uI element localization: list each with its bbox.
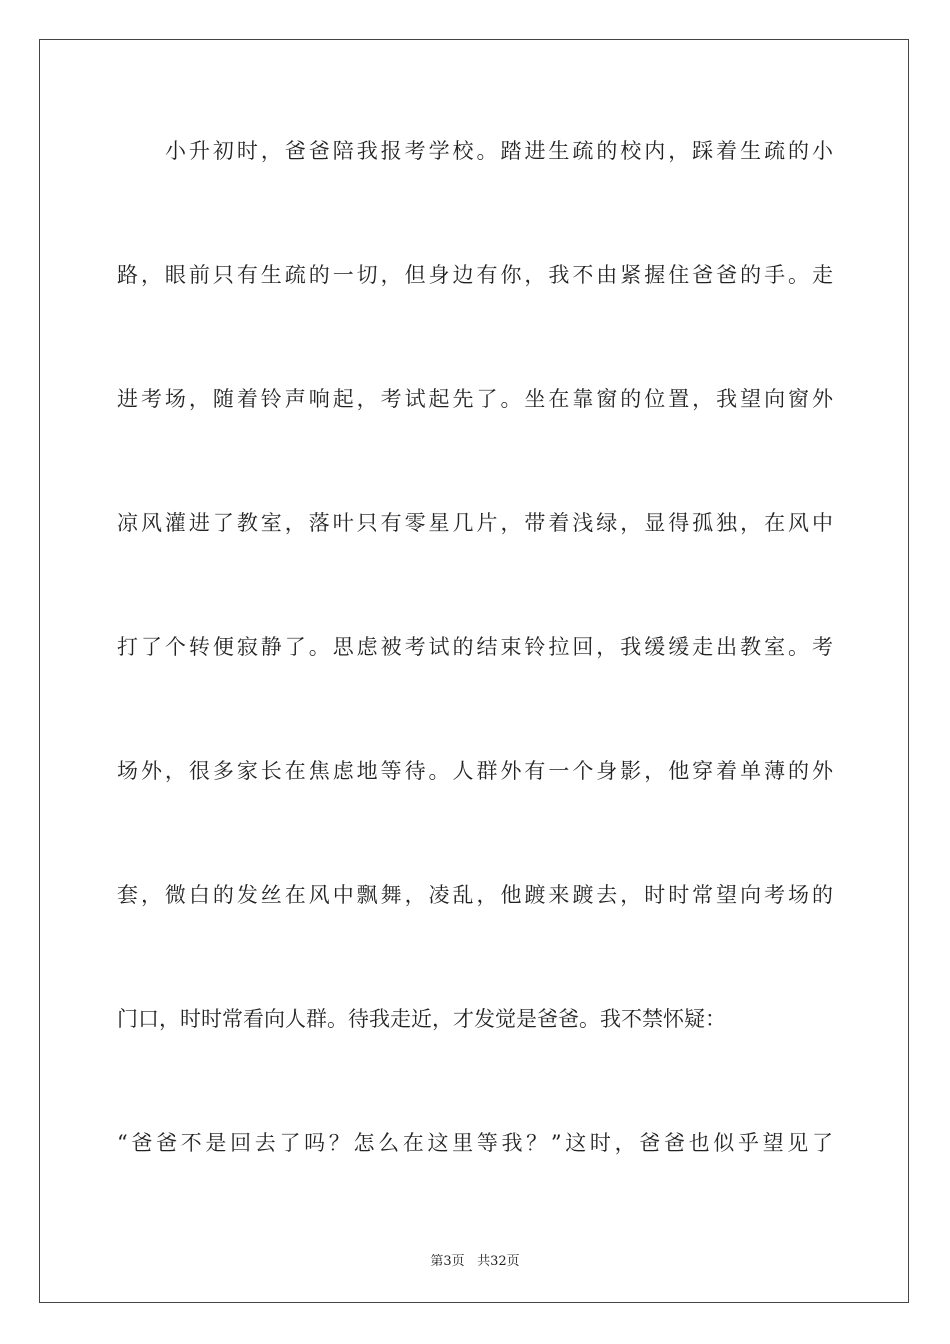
page-number: 第3页 xyxy=(430,1254,465,1269)
paragraph-line: 套，微白的发丝在风中飘舞，凌乱，他踱来踱去，时时常望向考场的 xyxy=(117,883,833,907)
paragraph-line: 进考场，随着铃声响起，考试起先了。坐在靠窗的位置，我望向窗外 xyxy=(117,387,833,411)
paragraph-line: 凉风灌进了教室，落叶只有零星几片，带着浅绿，显得孤独，在风中 xyxy=(117,511,833,535)
page-total: 共32页 xyxy=(477,1254,520,1269)
paragraph-line: 场外，很多家长在焦虑地等待。人群外有一个身影，他穿着单薄的外 xyxy=(117,759,833,783)
paragraph-line: 打了个转便寂静了。思虑被考试的结束铃拉回，我缓缓走出教室。考 xyxy=(117,635,833,659)
page-footer xyxy=(0,1250,950,1269)
paragraph-line: 门口，时时常看向人群。待我走近，才发觉是爸爸。我不禁怀疑： xyxy=(117,1007,726,1031)
paragraph-line: 小升初时，爸爸陪我报考学校。踏进生疏的校内，踩着生疏的小 xyxy=(165,139,833,163)
paragraph-line: “爸爸不是回去了吗？怎么在这里等我？”这时，爸爸也似乎望见了 xyxy=(117,1131,833,1155)
page-border xyxy=(39,39,909,1303)
paragraph-line: 路，眼前只有生疏的一切，但身边有你，我不由紧握住爸爸的手。走 xyxy=(117,263,833,287)
